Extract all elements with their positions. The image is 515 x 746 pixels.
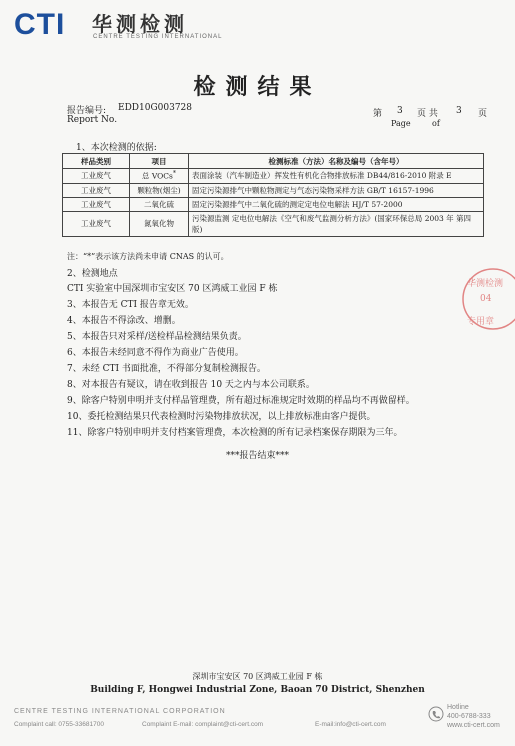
table-row (63, 169, 484, 184)
list-item: 3、本报告无 CTI 报告章无效。 (67, 300, 194, 310)
list-item: 5、本报告只对采样/送检样品检测结果负责。 (67, 332, 247, 342)
table-row (63, 197, 484, 211)
logo-chinese-name: 华测检测 (92, 14, 188, 36)
partial-stamp (455, 264, 515, 334)
header-standard: 检测标准（方法）名称及编号（含年号） (189, 154, 484, 169)
page-label-2: 页 共 (417, 109, 438, 119)
page-label-en: Page (391, 119, 411, 128)
footer-complaint-email: Complaint E-mail: complaint@cti-cert.com (142, 721, 264, 728)
row-standard: 固定污染源排气中二氧化硫的测定定电位电解法 HJ/T 57-2000 (189, 197, 484, 211)
report-no-value: EDD10G003728 (118, 103, 192, 113)
table-row (63, 211, 484, 236)
cti-logo: CTI (14, 8, 66, 41)
of-label-en: of (432, 119, 440, 128)
row-item: 颗粒物(烟尘) (130, 183, 189, 197)
hotline-label: Hotline (447, 704, 469, 711)
header-category: 样品类别 (63, 154, 130, 169)
list-item: 7、未经 CTI 书面批准，不得部分复制检测报告。 (67, 364, 266, 374)
report-no-label-en: Report No. (67, 115, 118, 125)
row-item: 二氧化硫 (130, 197, 189, 211)
list-item: 10、委托检测结果只代表检测时污染物排放状况，以上排放标准由客户提供。 (67, 412, 376, 422)
report-no-label: 报告编号: (67, 106, 107, 116)
page-total: 3 (456, 106, 462, 116)
list-item: 8、对本报告有疑议，请在收到报告 10 天之内与本公司联系。 (67, 380, 315, 390)
header-item: 项目 (130, 154, 189, 169)
row-category: 工业废气 (63, 183, 130, 197)
list-item: 9、除客户特别申明并支付样品管理费，所有超过标准规定时效期的样品均不再做留样。 (67, 396, 415, 406)
table-row (63, 183, 484, 197)
row-item (130, 169, 189, 184)
list-item: CTI 实验室中国深圳市宝安区 70 区鸿威工业园 F 栋 (67, 284, 278, 294)
website-link[interactable]: www.cti-cert.com (447, 722, 500, 729)
footer-complaint-call: Complaint call: 0755-33681700 (14, 721, 104, 728)
row-category: 工业废气 (63, 197, 130, 211)
row-category: 工业废气 (63, 211, 130, 236)
row-item-mark: * (172, 170, 177, 177)
page-number: 3 (397, 106, 403, 116)
footer-company: CENTRE TESTING INTERNATIONAL CORPORATION (14, 708, 226, 715)
table-note: 注：“*”表示该方法尚未申请 CNAS 的认可。 (67, 252, 229, 261)
list-item: 6、本报告未经同意不得作为商业广告使用。 (67, 348, 244, 358)
list-item: 2、检测地点 (67, 269, 118, 279)
standards-table (62, 153, 484, 237)
row-standard: 污染源监测 定电位电解法《空气和废气监测分析方法》(国家环保总局 2003 年 第四版) (189, 211, 484, 236)
page-title: 检测结果 (193, 74, 322, 100)
footer-address-cn: 深圳市宝安区 70 区鸿威工业园 F 栋 (192, 672, 323, 681)
end-of-report: ***报告结束*** (225, 451, 289, 461)
page-label-3: 页 (478, 109, 488, 119)
row-category: 工业废气 (63, 169, 130, 184)
row-item: 氮氧化物 (130, 211, 189, 236)
section1-title: 1、本次检测的依据: (76, 143, 157, 153)
hotline-number: 400-6788-333 (447, 713, 491, 720)
table-header-row (63, 154, 484, 169)
phone-icon (428, 706, 444, 722)
footer-address-en: Building F, Hongwei Industrial Zone, Baoan 70 District, Shenzhen (90, 685, 425, 695)
logo-english-name: CENTRE TESTING INTERNATIONAL (93, 34, 223, 40)
stamp-text-3: 专用章 (467, 317, 495, 327)
footer-email: E-mail:info@cti-cert.com (315, 721, 386, 728)
row-standard: 固定污染源排气中颗粒物测定与气态污染物采样方法 GB/T 16157-1996 (189, 183, 484, 197)
list-item: 11、除客户特别申明并支付档案管理费，本次检测的所有记录档案保存期限为三年。 (67, 428, 403, 438)
list-item: 4、本报告不得涂改、增删。 (67, 316, 181, 326)
stamp-text-2: 04 (480, 294, 492, 304)
page-label-1: 第 (373, 109, 383, 119)
row-standard: 表面涂装（汽车制造业）挥发性有机化合物排放标准 DB44/816-2010 附录 E (189, 169, 484, 184)
row-item-text: 总 VOCs (141, 171, 173, 181)
stamp-text-1: 华测检测 (467, 279, 504, 289)
